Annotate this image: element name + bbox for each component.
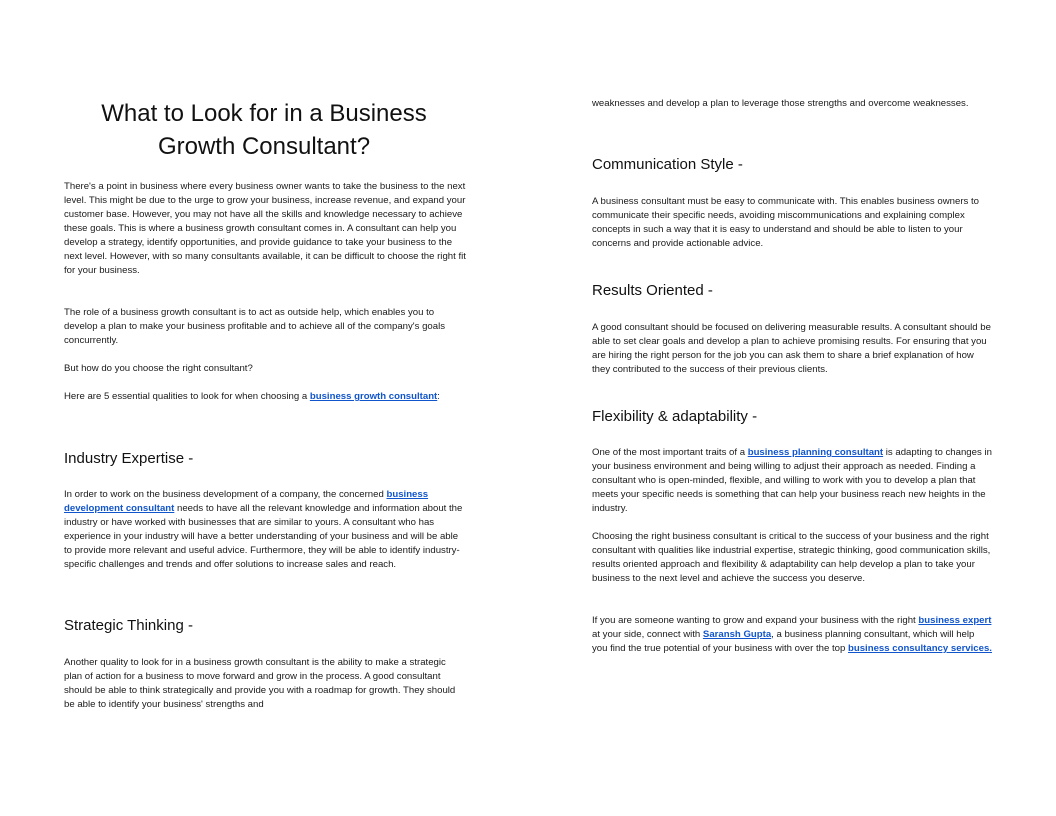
paragraph xyxy=(64,390,466,404)
paragraph xyxy=(592,97,992,111)
text-segment: There's a point in business where every business owner wants to take the business to the next level. This might be due to the urge to grow your business, increase revenue, and expand your customer base. However, you may not have all the skills and knowledge necessary to achieve these goals. This is where a business growth consultant comes in. A consultant can help you develop a strategy, identify opportunities, and provide guidance to take your business to the next level. However, with so many consultants available, it can be difficult to choose the right fit for your business. xyxy=(64,181,466,276)
paragraph xyxy=(592,530,992,586)
text-segment: at your side, connect with xyxy=(592,629,703,640)
text-segment: : xyxy=(437,391,440,402)
text-segment: A business consultant must be easy to communicate with. This enables business owners to communicate their specific needs, avoiding miscommunications and explaining complex concepts in such a way that it is easy to understand and should be able to listen to your concerns and provide actionable advice. xyxy=(592,196,979,249)
link[interactable]: business planning consultant xyxy=(747,447,884,458)
paragraph xyxy=(64,488,466,572)
paragraph xyxy=(64,306,466,348)
text-segment: needs to have all the relevant knowledge and information about the industry or have worked with businesses that are similar to yours. A consultant who has experience in your industry will have a better understanding of your business and will be able to provide more relevant and useful advice. Furthermore, they will be able to identify industry-specific challenges and trends and offer solutions to increase sales and reach. xyxy=(64,503,463,570)
paragraph xyxy=(64,656,466,712)
heading-industry-expertise: Industry Expertise - xyxy=(64,450,194,467)
text-segment: is adapting to changes in your business environment and being willing to adjust their approach as needed. Finding a consultant who is open-minded, flexible, and willing to work with you to develop a plan that meets your specific needs is something that can help your business reach new heights in the industry. xyxy=(592,447,992,514)
heading-results-oriented: Results Oriented - xyxy=(592,282,713,299)
text-segment: If you are someone wanting to grow and expand your business with the right xyxy=(592,615,919,626)
text-segment: Here are 5 essential qualities to look for when choosing a xyxy=(64,391,310,402)
heading-communication-style: Communication Style - xyxy=(592,156,743,173)
text-segment: The role of a business growth consultant is to act as outside help, which enables you to develop a plan to make your business profitable and to achieve all of the company's goals concurrently. xyxy=(64,307,446,346)
link[interactable]: business consultancy services. xyxy=(848,643,992,654)
paragraph xyxy=(592,195,992,251)
paragraph xyxy=(592,446,992,516)
paragraph xyxy=(592,614,992,656)
heading-strategic-thinking: Strategic Thinking - xyxy=(64,617,193,634)
link[interactable]: business development consultant xyxy=(64,489,429,514)
paragraph xyxy=(592,321,992,377)
text-segment: One of the most important traits of a xyxy=(592,447,748,458)
heading-flexibility-adaptability: Flexibility & adaptability - xyxy=(592,408,758,425)
paragraph xyxy=(64,362,466,376)
link[interactable]: business expert xyxy=(918,615,992,626)
link[interactable]: Saransh Gupta xyxy=(702,629,772,640)
page-title: What to Look for in a Business Growth Consultant? xyxy=(101,100,427,160)
text-segment: But how do you choose the right consultant? xyxy=(64,363,253,374)
text-segment: In order to work on the business development of a company, the concerned xyxy=(64,489,387,500)
text-segment: Another quality to look for in a business growth consultant is the ability to make a strategic plan of action for a business to move forward and grow in the process. A good consultant should be able to think strategically and provide you with a roadmap for growth. They should be able to identify your business' strengths and xyxy=(64,657,456,710)
paragraph xyxy=(64,180,466,278)
text-segment: , a business planning consultant, which will help you find the true potential of your business with over the top xyxy=(592,629,975,654)
text-segment: A good consultant should be focused on delivering measurable results. A consultant should be able to set clear goals and develop a plan to achieve promising results. For ensuring that you are hiring the right person for the job you can ask them to share a brief explanation of how they contributed to the success of their previous clients. xyxy=(592,322,991,375)
link[interactable]: business growth consultant xyxy=(309,391,438,402)
text-segment: weaknesses and develop a plan to leverage those strengths and overcome weaknesses. xyxy=(592,98,969,109)
text-segment: Choosing the right business consultant is critical to the success of your business and the right consultant with qualities like industrial expertise, strategic thinking, good communication skills, results oriented approach and flexibility & adaptability can help develop a plan to take your business to the next level and achieve the success you deserve. xyxy=(592,531,991,584)
